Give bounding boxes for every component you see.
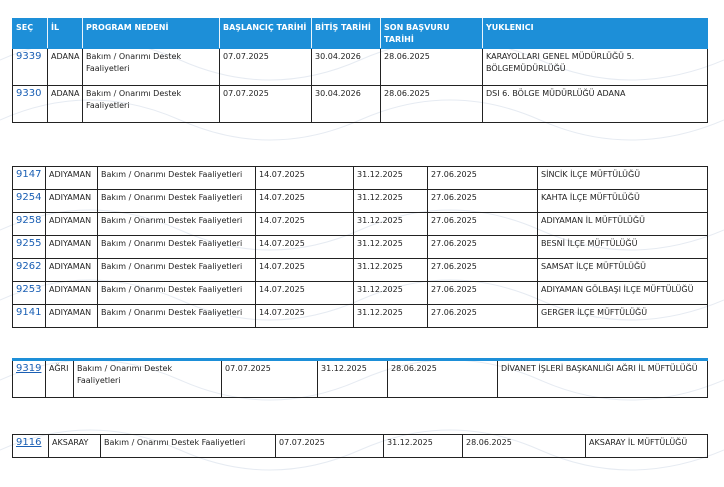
table-row [13,435,708,458]
header-sec: SEÇ [13,19,48,49]
record-code-link[interactable]: 9258 [16,215,42,226]
cell-end-date: 30.04.2026 [312,86,381,123]
table-row [13,305,708,328]
table-header-row [13,19,708,49]
record-code-link[interactable]: 9141 [16,307,42,318]
cell-start-date: 07.07.2025 [276,435,384,458]
record-code-link[interactable]: 9330 [16,88,42,99]
cell-end-date: 31.12.2025 [318,360,388,398]
cell-end-date: 31.12.2025 [354,213,428,236]
table-row [13,282,708,305]
cell-program: Bakım / Onarımı Destek Faaliyetleri [98,167,256,190]
cell-deadline: 27.06.2025 [428,259,538,282]
cell-deadline: 28.06.2025 [381,49,483,86]
cell-program: Bakım / Onarımı Destek Faaliyetleri [98,305,256,328]
table-row [13,86,708,123]
record-code-link[interactable]: 9262 [16,261,42,272]
cell-deadline: 27.06.2025 [428,236,538,259]
cell-end-date: 31.12.2025 [354,167,428,190]
table-row [13,49,708,86]
cell-start-date: 14.07.2025 [256,213,354,236]
cell-program: Bakım / Onarımı Destek Faaliyetleri [98,282,256,305]
cell-contractor: AKSARAY İL MÜFTÜLÜĞÜ [586,435,708,458]
cell-deadline: 28.06.2025 [381,86,483,123]
table-row [13,190,708,213]
cell-program: Bakım / Onarımı Destek Faaliyetleri [101,435,276,458]
cell-start-date: 07.07.2025 [220,86,312,123]
table-row [13,259,708,282]
cell-start-date: 14.07.2025 [256,282,354,305]
cell-start-date: 14.07.2025 [256,305,354,328]
cell-contractor: ADIYAMAN GÖLBAŞI İLÇE MÜFTÜLÜĞÜ [538,282,708,305]
cell-start-date: 14.07.2025 [256,259,354,282]
table-row [13,236,708,259]
cell-program: Bakım / Onarımı Destek Faaliyetleri [98,236,256,259]
cell-il: ADIYAMAN [46,305,98,328]
record-code-link[interactable]: 9147 [16,169,42,180]
results-table-agri [12,358,708,398]
header-yuklenici: YUKLENICI [483,19,708,49]
cell-il: ADIYAMAN [46,236,98,259]
cell-il: ADIYAMAN [46,167,98,190]
cell-il: ADIYAMAN [46,259,98,282]
cell-contractor: BESNİ İLÇE MÜFTÜLÜĞÜ [538,236,708,259]
cell-contractor: DİVANET İŞLERİ BAŞKANLIĞI AĞRI İL MÜFTÜLÜĞÜ [498,360,708,398]
cell-deadline: 27.06.2025 [428,213,538,236]
cell-start-date: 14.07.2025 [256,190,354,213]
cell-contractor: SAMSAT İLÇE MÜFTÜLÜĞÜ [538,259,708,282]
cell-program: Bakım / Onarımı Destek Faaliyetleri [74,360,222,398]
table-row [13,213,708,236]
table-row [13,167,708,190]
cell-il: ADIYAMAN [46,190,98,213]
cell-end-date: 31.12.2025 [354,282,428,305]
record-code-link[interactable]: 9254 [16,192,42,203]
record-code-link[interactable]: 9255 [16,238,42,249]
cell-contractor: GERGER İLÇE MÜFTÜLÜĞÜ [538,305,708,328]
cell-contractor: KARAYOLLARI GENEL MÜDÜRLÜĞÜ 5. BÖLGEMÜDÜRLÜĞÜ [483,49,708,86]
cell-program: Bakım / Onarımı Destek Faaliyetleri [98,190,256,213]
results-table-aksaray [12,434,708,458]
cell-program: Bakım / Onarımı Destek Faaliyetleri [98,213,256,236]
record-code-link[interactable]: 9116 [16,437,42,448]
header-program-nedeni: PROGRAM NEDENİ [83,19,220,49]
cell-deadline: 27.06.2025 [428,190,538,213]
cell-il: AĞRI [46,360,74,398]
results-table-adiyaman [12,166,708,328]
cell-deadline: 27.06.2025 [428,282,538,305]
cell-program: Bakım / Onarımı Destek Faaliyetleri [83,86,220,123]
cell-start-date: 14.07.2025 [256,236,354,259]
cell-il: ADANA [48,86,83,123]
cell-contractor: KAHTA İLÇE MÜFTÜLÜĞÜ [538,190,708,213]
cell-end-date: 31.12.2025 [354,305,428,328]
cell-il: ADIYAMAN [46,282,98,305]
cell-end-date: 31.12.2025 [354,190,428,213]
cell-end-date: 31.12.2025 [384,435,463,458]
header-bitis-tarihi: BİTİŞ TARİHİ [312,19,381,49]
cell-end-date: 31.12.2025 [354,259,428,282]
table-row [13,360,708,398]
cell-contractor: DSI 6. BÖLGE MÜDÜRLÜĞÜ ADANA [483,86,708,123]
cell-start-date: 14.07.2025 [256,167,354,190]
results-table-adana [12,18,708,123]
cell-deadline: 28.06.2025 [388,360,498,398]
header-il: İL [48,19,83,49]
cell-start-date: 07.07.2025 [220,49,312,86]
cell-program: Bakım / Onarımı Destek Faaliyetleri [98,259,256,282]
cell-deadline: 27.06.2025 [428,167,538,190]
cell-il: ADANA [48,49,83,86]
cell-program: Bakım / Onarımı Destek Faaliyetleri [83,49,220,86]
header-baslangic-tarihi: BAŞLANCIÇ TARİHİ [220,19,312,49]
cell-deadline: 27.06.2025 [428,305,538,328]
record-code-link[interactable]: 9319 [16,363,42,374]
header-son-basvuru-tarihi: SON BAŞVURU TARİHİ [381,19,483,49]
cell-contractor: SİNCİK İLÇE MÜFTÜLÜĞÜ [538,167,708,190]
cell-il: ADIYAMAN [46,213,98,236]
record-code-link[interactable]: 9339 [16,51,42,62]
cell-deadline: 28.06.2025 [463,435,586,458]
cell-il: AKSARAY [49,435,101,458]
cell-contractor: ADIYAMAN İL MÜFTÜLÜĞÜ [538,213,708,236]
cell-start-date: 07.07.2025 [222,360,318,398]
cell-end-date: 30.04.2026 [312,49,381,86]
cell-end-date: 31.12.2025 [354,236,428,259]
record-code-link[interactable]: 9253 [16,284,42,295]
